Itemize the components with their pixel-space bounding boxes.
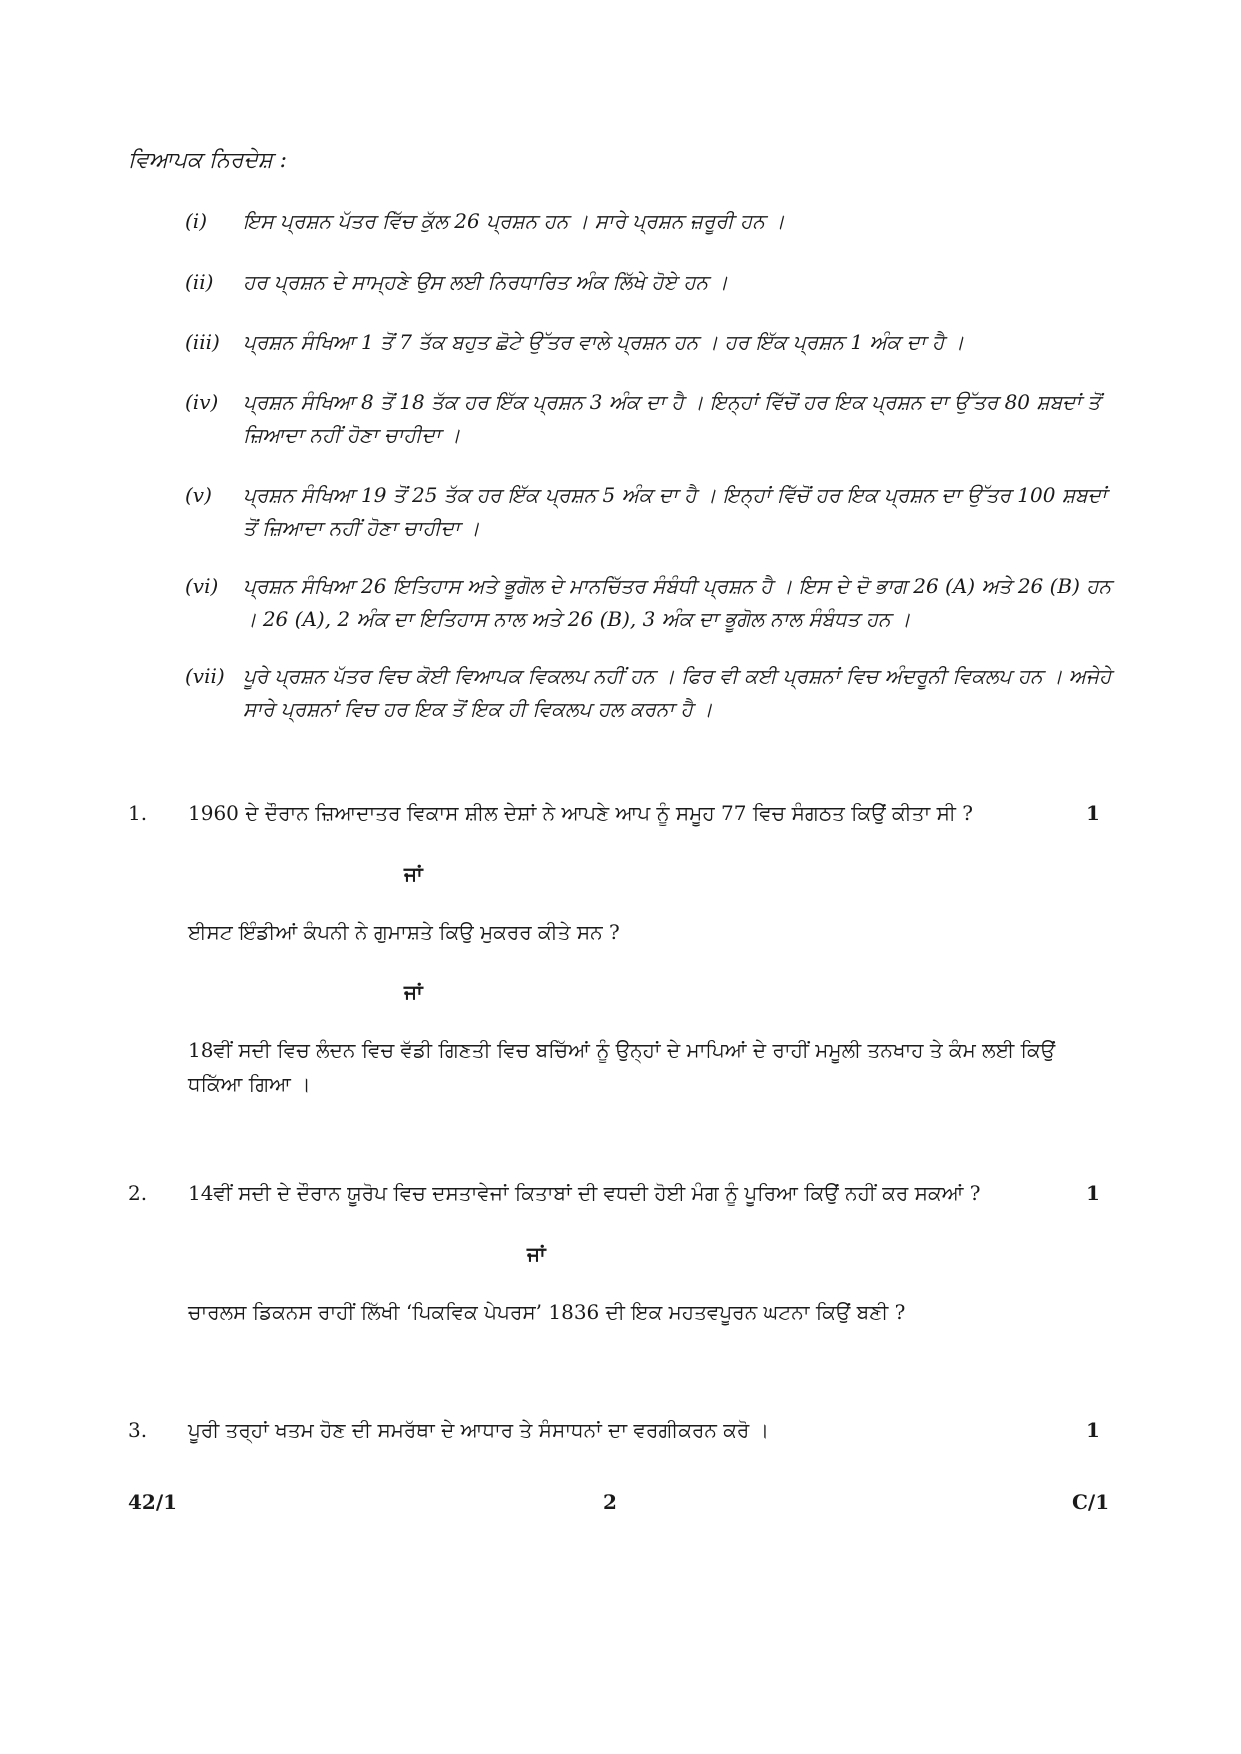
question-number: 2.	[128, 1181, 148, 1205]
instruction-item	[185, 570, 1123, 636]
question-text: ਪੂਰੀ ਤਰ੍ਹਾਂ ਖਤਮ ਹੋਣ ਦੀ ਸਮਰੱਥਾ ਦੇ ਆਧਾਰ ਤੇ ਸੰਸਾਧਨਾਂ ਦਾ ਵਰਗੀਕਰਨ ਕਰੋ ।	[188, 1418, 770, 1442]
instruction-text: ਪ੍ਰਸ਼ਨ ਸੰਖਿਆ 19 ਤੋਂ 25 ਤੱਕ ਹਰ ਇੱਕ ਪ੍ਰਸ਼ਨ 5 ਅੰਕ ਦਾ ਹੈ । ਇਨ੍ਹਾਂ ਵਿੱਚੋਂ ਹਰ ਇਕ ਪ੍ਰਸ਼ਨ ਦਾ ਉੱਤਰ 100 ਸ਼ਬਦਾਂ ਤੋਂ ਜ਼ਿਆਦਾ ਨਹੀਂ ਹੋਣਾ ਚਾਹੀਦਾ ।	[243, 483, 1107, 540]
instruction-text: ਪ੍ਰਸ਼ਨ ਸੰਖਿਆ 26 ਇਤਿਹਾਸ ਅਤੇ ਭੂਗੋਲ ਦੇ ਮਾਨਚਿੱਤਰ ਸੰਬੰਧੀ ਪ੍ਰਸ਼ਨ ਹੈ । ਇਸ ਦੇ ਦੋ ਭਾਗ 26 (A) ਅਤੇ 26 (B) ਹਨ । 26 (A), 2 ਅੰਕ ਦਾ ਇਤਿਹਾਸ ਨਾਲ ਅਤੇ 26 (B), 3 ਅੰਕ ਦਾ ਭੂਗੋਲ ਨਾਲ ਸੰਬੰਧਤ ਹਨ ।	[243, 574, 1112, 631]
question-number: 3.	[128, 1418, 148, 1442]
instruction-item	[185, 205, 1123, 238]
question-text: 14ਵੀਂ ਸਦੀ ਦੇ ਦੌਰਾਨ ਯੂਰੋਪ ਵਿਚ ਦਸਤਾਵੇਜਾਂ ਕਿਤਾਬਾਂ ਦੀ ਵਧਦੀ ਹੋਈ ਮੰਗ ਨੂੰ ਪੂਰਿਆ ਕਿਉਂ ਨਹੀਂ ਕਰ ਸਕਆਂ ?	[188, 1181, 981, 1205]
question-number: 1.	[128, 801, 148, 825]
instruction-item	[185, 266, 1123, 299]
question-alternative: ਈਸਟ ਇੰਡੀਆਂ ਕੰਪਨੀ ਨੇ ਗੁਮਾਸ਼ਤੇ ਕਿਉ ਮੁਕਰਰ ਕੀਤੇ ਸਨ ?	[188, 920, 620, 944]
instruction-number: (iv)	[185, 390, 219, 414]
question-marks: 1	[1086, 1418, 1100, 1442]
or-label: ਜਾਂ	[404, 980, 423, 1004]
instruction-text: ਪੂਰੇ ਪ੍ਰਸ਼ਨ ਪੱਤਰ ਵਿਚ ਕੋਈ ਵਿਆਪਕ ਵਿਕਲਪ ਨਹੀਂ ਹਨ । ਫਿਰ ਵੀ ਕਈ ਪ੍ਰਸ਼ਨਾਂ ਵਿਚ ਅੰਦਰੂਨੀ ਵਿਕਲਪ ਹਨ । ਅਜੇਹੇ ਸਾਰੇ ਪ੍ਰਸ਼ਨਾਂ ਵਿਚ ਹਰ ਇਕ ਤੋਂ ਇਕ ਹੀ ਵਿਕਲਪ ਹਲ ਕਰਨਾ ਹੈ ।	[243, 664, 1112, 721]
instruction-item	[185, 660, 1123, 726]
instruction-number: (i)	[185, 209, 208, 233]
question-marks: 1	[1086, 1181, 1100, 1205]
set-code: C/1	[1072, 1490, 1110, 1514]
or-label: ਜਾਂ	[527, 1242, 546, 1266]
instruction-text: ਪ੍ਰਸ਼ਨ ਸੰਖਿਆ 1 ਤੋਂ 7 ਤੱਕ ਬਹੁਤ ਛੋਟੇ ਉੱਤਰ ਵਾਲੇ ਪ੍ਰਸ਼ਨ ਹਨ । ਹਰ ਇੱਕ ਪ੍ਰਸ਼ਨ 1 ਅੰਕ ਦਾ ਹੈ ।	[243, 330, 965, 354]
instructions-heading: ਵਿਆਪਕ ਨਿਰਦੇਸ਼ :	[128, 148, 288, 173]
instruction-text: ਇਸ ਪ੍ਰਸ਼ਨ ਪੱਤਰ ਵਿੱਚ ਕੁੱਲ 26 ਪ੍ਰਸ਼ਨ ਹਨ । ਸਾਰੇ ਪ੍ਰਸ਼ਨ ਜ਼ਰੂਰੀ ਹਨ ।	[243, 209, 785, 233]
instruction-item	[185, 386, 1123, 452]
instruction-number: (ii)	[185, 270, 214, 294]
instruction-number: (iii)	[185, 330, 220, 354]
paper-code: 42/1	[128, 1490, 178, 1514]
instruction-number: (v)	[185, 483, 212, 507]
or-label: ਜਾਂ	[404, 862, 423, 886]
instruction-text: ਪ੍ਰਸ਼ਨ ਸੰਖਿਆ 8 ਤੋਂ 18 ਤੱਕ ਹਰ ਇੱਕ ਪ੍ਰਸ਼ਨ 3 ਅੰਕ ਦਾ ਹੈ । ਇਨ੍ਹਾਂ ਵਿੱਚੋਂ ਹਰ ਇਕ ਪ੍ਰਸ਼ਨ ਦਾ ਉੱਤਰ 80 ਸ਼ਬਦਾਂ ਤੋਂ ਜ਼ਿਆਦਾ ਨਹੀਂ ਹੋਣਾ ਚਾਹੀਦਾ ।	[243, 390, 1101, 447]
question-alternative: ਚਾਰਲਸ ਡਿਕਨਸ ਰਾਹੀਂ ਲਿੱਖੀ ‘ਪਿਕਵਿਕ ਪੇਪਰਸ’ 1836 ਦੀ ਇਕ ਮਹਤਵਪੂਰਨ ਘਟਨਾ ਕਿਉਂ ਬਣੀ ?	[188, 1300, 906, 1324]
question-marks: 1	[1086, 801, 1100, 825]
question-alternative: 18ਵੀਂ ਸਦੀ ਵਿਚ ਲੰਦਨ ਵਿਚ ਵੱਡੀ ਗਿਣਤੀ ਵਿਚ ਬਚਿੱਆਂ ਨੂੰ ਉਨ੍ਹਾਂ ਦੇ ਮਾਪਿਆਂ ਦੇ ਰਾਹੀਂ ਮਮੂਲੀ ਤਨਖਾਹ ਤੇ ਕੰਮ ਲਈ ਕਿਉਂ ਧਕਿੱਆ ਗਿਆ ।	[188, 1038, 1056, 1096]
question-text: 1960 ਦੇ ਦੌਰਾਨ ਜ਼ਿਆਦਾਤਰ ਵਿਕਾਸ ਸ਼ੀਲ ਦੇਸ਼ਾਂ ਨੇ ਆਪਣੇ ਆਪ ਨੂੰ ਸਮੂਹ 77 ਵਿਚ ਸੰਗਠਤ ਕਿਉਂ ਕੀਤਾ ਸੀ ?	[188, 801, 974, 825]
instruction-number: (vi)	[185, 574, 219, 598]
page-number: 2	[603, 1490, 617, 1514]
instruction-text: ਹਰ ਪ੍ਰਸ਼ਨ ਦੇ ਸਾਮ੍ਹਣੇ ਉਸ ਲਈ ਨਿਰਧਾਰਿਤ ਅੰਕ ਲਿੱਖੇ ਹੋਏ ਹਨ ।	[243, 270, 728, 294]
instruction-item	[185, 326, 1123, 359]
instruction-item	[185, 479, 1123, 545]
instruction-number: (vii)	[185, 664, 225, 688]
